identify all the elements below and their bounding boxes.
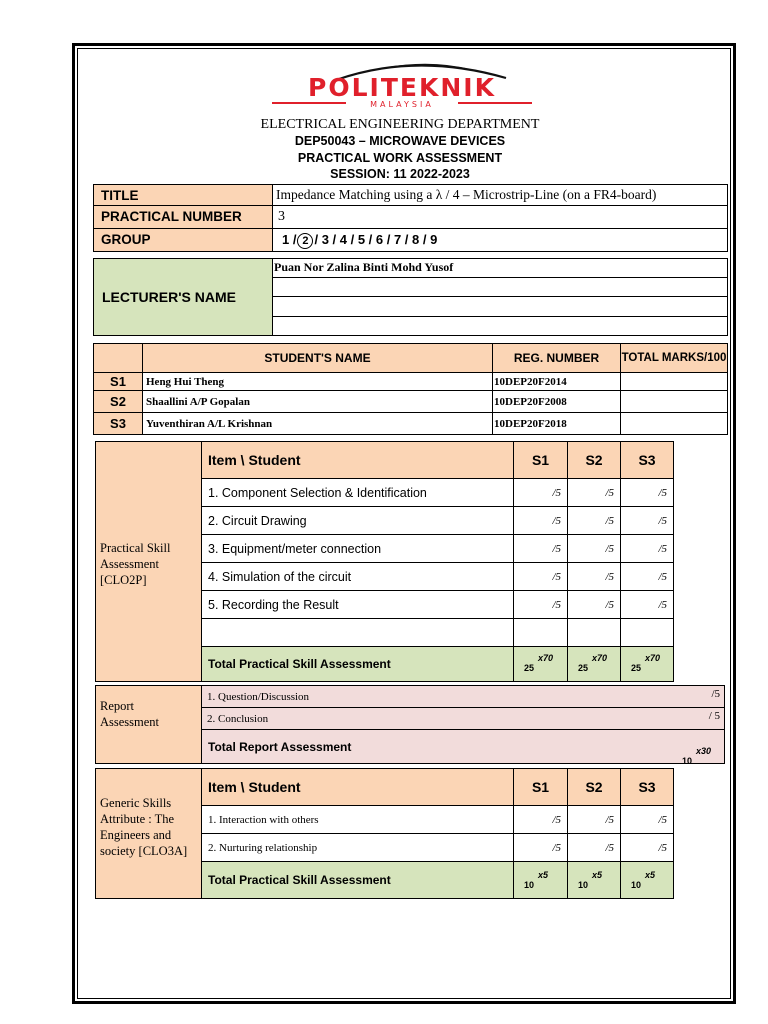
report-total-fraction	[682, 746, 722, 766]
practical-blank-cell	[513, 618, 568, 647]
practical-number-label: PRACTICAL NUMBER	[93, 205, 273, 229]
practical-total-den: 25	[578, 663, 589, 673]
generic-total-den: 10	[578, 880, 589, 890]
practical-mark-s1: /5	[513, 478, 568, 507]
group-value	[272, 228, 728, 252]
practical-mark-s1: /5	[513, 562, 568, 591]
report-item-2: 2. Conclusion	[201, 707, 725, 730]
student-id: S2	[93, 390, 143, 413]
lecturer-row-blank	[272, 277, 728, 297]
group-label: GROUP	[93, 228, 273, 252]
generic-mark-s3: /5	[620, 833, 674, 862]
practical-number-value: 3	[272, 205, 728, 229]
practical-mark-s1: /5	[513, 534, 568, 563]
lecturer-label: LECTURER'S NAME	[93, 258, 273, 336]
practical-total-s3	[620, 646, 674, 682]
group-post: / 3 / 4 / 5 / 6 / 7 / 8 / 9	[314, 232, 438, 247]
practical-total-mult: x70	[645, 653, 661, 663]
report-mark-1: /5	[711, 688, 720, 700]
generic-mark-s2: /5	[567, 833, 621, 862]
practical-s3-header: S3	[620, 441, 674, 479]
group-pre: 1 /	[282, 232, 297, 247]
generic-total-s1	[513, 861, 568, 899]
generic-total-label: Total Practical Skill Assessment	[201, 861, 514, 899]
student-id: S1	[93, 372, 143, 391]
generic-s1-header: S1	[513, 768, 568, 806]
practical-mark-s2: /5	[567, 534, 621, 563]
practical-item: 3. Equipment/meter connection	[201, 534, 514, 563]
generic-mark-s3: /5	[620, 805, 674, 834]
lecturer-row-blank	[272, 296, 728, 317]
generic-total-den: 10	[631, 880, 642, 890]
practical-blank-row	[201, 618, 514, 647]
practical-mark-s3: /5	[620, 506, 674, 535]
practical-item: 2. Circuit Drawing	[201, 506, 514, 535]
student-reg: 10DEP20F2018	[492, 412, 621, 435]
practical-mark-s3: /5	[620, 534, 674, 563]
generic-s3-header: S3	[620, 768, 674, 806]
student-id: S3	[93, 412, 143, 435]
course-heading: DEP50043 – MICROWAVE DEVICES	[294, 134, 506, 148]
student-total	[620, 412, 728, 435]
practical-mark-s2: /5	[567, 590, 621, 619]
practical-mark-s3: /5	[620, 478, 674, 507]
practical-total-mult: x70	[538, 653, 554, 663]
report-total-mult: x30	[696, 746, 712, 756]
title-value: Impedance Matching using a λ / 4 – Microstrip-Line (on a FR4-board)	[272, 184, 728, 206]
generic-item-header: Item \ Student	[201, 768, 514, 806]
student-reg: 10DEP20F2014	[492, 372, 621, 391]
practical-mark-s2: /5	[567, 562, 621, 591]
practical-item: 1. Component Selection & Identification	[201, 478, 514, 507]
practical-mark-s1: /5	[513, 590, 568, 619]
practical-total-den: 25	[524, 663, 535, 673]
generic-side-label: Generic Skills Attribute : The Engineers and society [CLO3A]	[100, 796, 188, 858]
students-header-blank	[93, 343, 143, 373]
generic-total-mult: x5	[538, 870, 549, 880]
practical-item: 4. Simulation of the circuit	[201, 562, 514, 591]
generic-mark-s1: /5	[513, 805, 568, 834]
student-name: Yuventhiran A/L Krishnan	[142, 412, 493, 435]
generic-item: 1. Interaction with others	[201, 805, 514, 834]
report-total-den: 10	[682, 756, 693, 766]
student-total	[620, 390, 728, 413]
generic-mark-s1: /5	[513, 833, 568, 862]
practical-mark-s2: /5	[567, 506, 621, 535]
generic-item: 2. Nurturing relationship	[201, 833, 514, 862]
practical-s1-header: S1	[513, 441, 568, 479]
department-heading: ELECTRICAL ENGINEERING DEPARTMENT	[260, 117, 540, 132]
generic-s2-header: S2	[567, 768, 621, 806]
practical-blank-cell	[620, 618, 674, 647]
report-item-1: 1. Question/Discussion	[201, 685, 725, 708]
practical-mark-s3: /5	[620, 562, 674, 591]
student-total	[620, 372, 728, 391]
generic-mark-s2: /5	[567, 805, 621, 834]
student-name: Heng Hui Theng	[142, 372, 493, 391]
politeknik-logo	[266, 58, 538, 112]
practical-total-mult: x70	[592, 653, 608, 663]
generic-total-mult: x5	[592, 870, 603, 880]
practical-mark-s1: /5	[513, 506, 568, 535]
students-total-header: TOTAL MARKS/100	[620, 343, 728, 373]
generic-total-s3	[620, 861, 674, 899]
practical-side-label: Practical Skill Assessment [CLO2P]	[100, 541, 171, 587]
lecturer-row-blank	[272, 316, 728, 336]
practical-total-s2	[567, 646, 621, 682]
generic-total-s2	[567, 861, 621, 899]
student-name: Shaallini A/P Gopalan	[142, 390, 493, 413]
report-side-label: Report Assessment	[100, 699, 160, 729]
logo-subtext: MALAYSIA	[370, 100, 434, 109]
title-label: TITLE	[93, 184, 273, 206]
session-heading: SESSION: 11 2022-2023	[330, 167, 470, 181]
practical-total-den: 25	[631, 663, 642, 673]
group-selected: 2	[297, 233, 313, 249]
practical-blank-cell	[567, 618, 621, 647]
generic-total-den: 10	[524, 880, 535, 890]
students-name-header: STUDENT'S NAME	[142, 343, 493, 373]
practical-item-header: Item \ Student	[201, 441, 514, 479]
practical-mark-s2: /5	[567, 478, 621, 507]
lecturer-name: Puan Nor Zalina Binti Mohd Yusof	[272, 258, 728, 278]
practical-item: 5. Recording the Result	[201, 590, 514, 619]
assessment-heading: PRACTICAL WORK ASSESSMENT	[297, 151, 503, 165]
report-total-label: Total Report Assessment	[201, 729, 725, 764]
logo-text: POLITEKNIK	[308, 73, 496, 102]
practical-mark-s3: /5	[620, 590, 674, 619]
practical-total-label: Total Practical Skill Assessment	[201, 646, 514, 682]
students-reg-header: REG. NUMBER	[492, 343, 621, 373]
practical-s2-header: S2	[567, 441, 621, 479]
generic-total-mult: x5	[645, 870, 656, 880]
student-reg: 10DEP20F2008	[492, 390, 621, 413]
practical-total-s1	[513, 646, 568, 682]
report-mark-2: / 5	[708, 710, 720, 722]
